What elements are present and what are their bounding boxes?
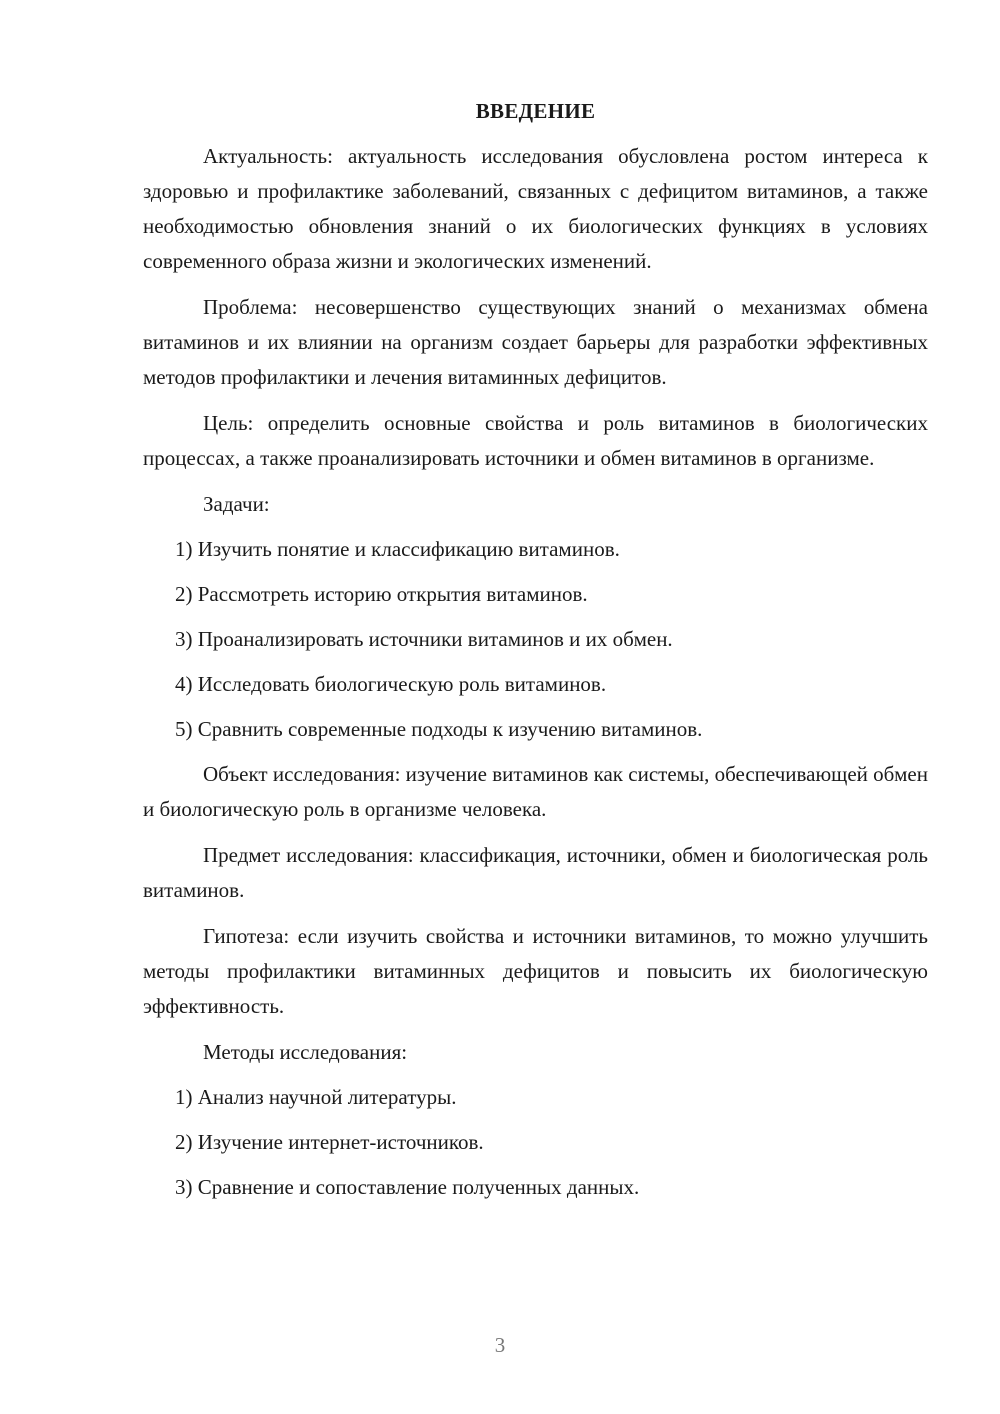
object-paragraph: Объект исследования: изучение витаминов как системы, обеспечивающей обмен и биологическую роль в организме человека. [143, 762, 928, 821]
task-item-2: 2) Рассмотреть историю открытия витаминов. [175, 582, 588, 606]
task-item-4: 4) Исследовать биологическую роль витаминов. [175, 672, 607, 696]
method-item-3: 3) Сравнение и сопоставление полученных данных. [175, 1175, 640, 1199]
method-item-1: 1) Анализ научной литературы. [175, 1085, 457, 1109]
tasks-label: Задачи: [203, 492, 270, 516]
page-number: 3 [494, 1333, 506, 1357]
document-page [143, 96, 928, 1215]
subject-paragraph: Предмет исследования: классификация, источники, обмен и биологическая роль витаминов. [143, 843, 928, 902]
problem-paragraph: Проблема: несовершенство существующих знаний о механизмах обмена витаминов и их влиянии на организм создает барьеры для разработки эффективных методов профилактики и лечения витаминных дефицитов. [143, 295, 928, 389]
task-item-1: 1) Изучить понятие и классификацию витаминов. [175, 537, 620, 561]
methods-list [143, 1080, 928, 1205]
section-title: ВВЕДЕНИЕ [475, 99, 596, 123]
relevance-paragraph: Актуальность: актуальность исследования обусловлена ростом интереса к здоровью и профилактике заболеваний, связанных с дефицитом витаминов, а также необходимостью обновления знаний о их биологических функциях в условиях современного образа жизни и экологических изменений. [143, 144, 928, 273]
hypothesis-paragraph: Гипотеза: если изучить свойства и источники витаминов, то можно улучшить методы профилактики витаминных дефицитов и повысить их биологическую эффективность. [143, 924, 928, 1018]
tasks-list [143, 532, 928, 747]
task-item-3: 3) Проанализировать источники витаминов и их обмен. [175, 627, 673, 651]
method-item-2: 2) Изучение интернет-источников. [175, 1130, 484, 1154]
goal-paragraph: Цель: определить основные свойства и роль витаминов в биологических процессах, а также проанализировать источники и обмен витаминов в организме. [143, 411, 928, 470]
methods-label: Методы исследования: [203, 1040, 408, 1064]
task-item-5: 5) Сравнить современные подходы к изучению витаминов. [175, 717, 703, 741]
